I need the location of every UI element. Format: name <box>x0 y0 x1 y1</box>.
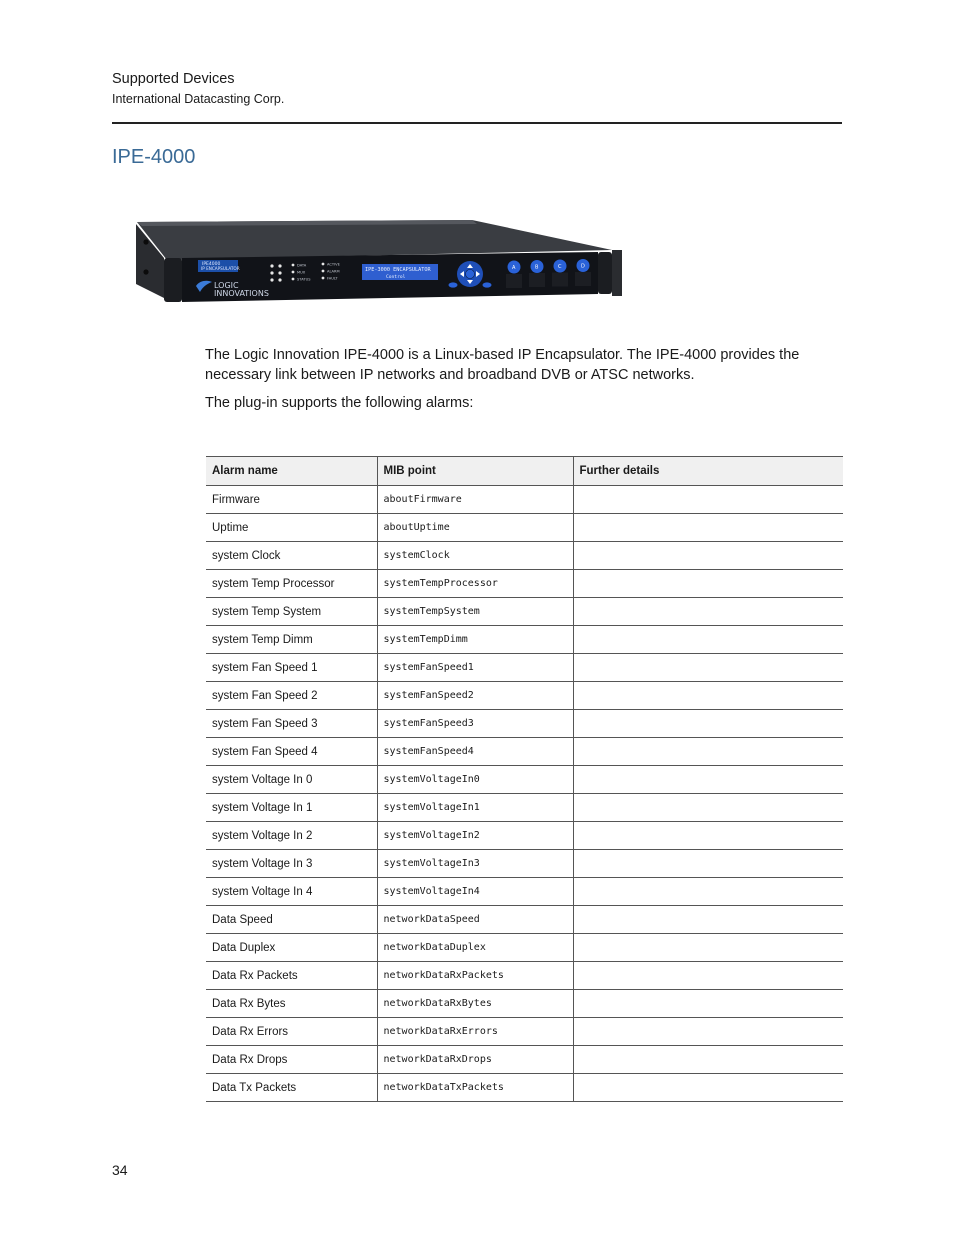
led-label-mux: MUX <box>297 270 306 275</box>
alarm-name-cell: system Voltage In 0 <box>206 766 377 794</box>
led-label-data: DATA <box>297 263 307 268</box>
mib-point-cell: systemVoltageIn3 <box>377 850 573 878</box>
table-row <box>206 822 843 850</box>
alarm-name-cell: system Voltage In 4 <box>206 878 377 906</box>
header-further-details: Further details <box>573 457 843 486</box>
mib-point-cell: systemVoltageIn4 <box>377 878 573 906</box>
brand-line1: LOGIC <box>214 281 239 290</box>
button-a-label: A <box>512 265 516 271</box>
further-details-cell <box>573 1018 843 1046</box>
table-row <box>206 710 843 738</box>
device-description: The Logic Innovation IPE-4000 is a Linux-based IP Encapsulator. The IPE-4000 provides the necessary link between IP networks and broadband DVB or ATSC networks. <box>205 347 800 383</box>
mib-point-cell: systemFanSpeed3 <box>377 710 573 738</box>
further-details-cell <box>573 850 843 878</box>
alarm-name-cell: Data Speed <box>206 906 377 934</box>
mib-point-cell: networkDataRxBytes <box>377 990 573 1018</box>
alarm-name-cell: Data Rx Errors <box>206 1018 377 1046</box>
table-row <box>206 1018 843 1046</box>
further-details-cell <box>573 654 843 682</box>
table-row <box>206 570 843 598</box>
table-row <box>206 542 843 570</box>
led-label-status: STATUS <box>297 277 311 282</box>
further-details-cell <box>573 1046 843 1074</box>
alarm-table <box>206 456 843 1102</box>
device-photo <box>112 180 642 315</box>
alarm-name-cell: Data Rx Packets <box>206 962 377 990</box>
led-label-alarm: ALARM <box>327 269 340 274</box>
alarm-name-cell: Firmware <box>206 486 377 514</box>
further-details-cell <box>573 710 843 738</box>
table-row <box>206 682 843 710</box>
table-row <box>206 878 843 906</box>
further-details-cell <box>573 570 843 598</box>
led-label-fault: FAULT <box>327 276 338 281</box>
alarm-name-cell: Data Rx Bytes <box>206 990 377 1018</box>
further-details-cell <box>573 1074 843 1102</box>
model-label-line2: IP ENCAPSULATOR <box>201 266 240 271</box>
mib-point-cell: networkDataRxPackets <box>377 962 573 990</box>
further-details-cell <box>573 962 843 990</box>
mib-point-cell: networkDataRxErrors <box>377 1018 573 1046</box>
alarm-name-cell: system Temp Dimm <box>206 626 377 654</box>
alarm-name-cell: system Fan Speed 2 <box>206 682 377 710</box>
handle-left <box>164 258 182 302</box>
running-header-subtitle: International Datacasting Corp. <box>112 92 285 106</box>
mib-point-cell: networkDataRxDrops <box>377 1046 573 1074</box>
table-row <box>206 626 843 654</box>
alarm-name-cell: system Voltage In 2 <box>206 822 377 850</box>
alarm-name-cell: Uptime <box>206 514 377 542</box>
table-row <box>206 906 843 934</box>
table-row <box>206 934 843 962</box>
mib-point-cell: systemClock <box>377 542 573 570</box>
lcd-line1: IPE-3000 ENCAPSULATOR <box>365 267 431 273</box>
table-header-row <box>206 457 843 486</box>
mib-point-cell: systemFanSpeed1 <box>377 654 573 682</box>
further-details-cell <box>573 486 843 514</box>
table-row <box>206 794 843 822</box>
table-row <box>206 962 843 990</box>
alarm-name-cell: Data Tx Packets <box>206 1074 377 1102</box>
rack-ear-right <box>612 250 622 296</box>
running-header-title: Supported Devices <box>112 71 235 87</box>
header-alarm-name: Alarm name <box>206 457 377 486</box>
further-details-cell <box>573 990 843 1018</box>
table-row <box>206 1046 843 1074</box>
table-row <box>206 1074 843 1102</box>
further-details-cell <box>573 542 843 570</box>
mib-point-cell: systemVoltageIn1 <box>377 794 573 822</box>
handle-right <box>598 252 612 294</box>
further-details-cell <box>573 878 843 906</box>
mib-point-cell: systemTempSystem <box>377 598 573 626</box>
alarm-name-cell: system Fan Speed 3 <box>206 710 377 738</box>
alarm-name-cell: Data Rx Drops <box>206 1046 377 1074</box>
alarm-name-cell: system Temp System <box>206 598 377 626</box>
table-row <box>206 850 843 878</box>
button-c-label: C <box>558 264 562 270</box>
led-label-active: ACTIVE <box>327 262 340 267</box>
mib-point-cell: systemVoltageIn2 <box>377 822 573 850</box>
table-row <box>206 654 843 682</box>
table-row <box>206 486 843 514</box>
further-details-cell <box>573 934 843 962</box>
further-details-cell <box>573 906 843 934</box>
page-number: 34 <box>112 1162 128 1178</box>
alarms-intro: The plug-in supports the following alarms: <box>205 395 474 411</box>
alarm-name-cell: system Fan Speed 4 <box>206 738 377 766</box>
further-details-cell <box>573 738 843 766</box>
mib-point-cell: networkDataDuplex <box>377 934 573 962</box>
alarm-name-cell: system Clock <box>206 542 377 570</box>
button-d-label: D <box>581 263 585 270</box>
further-details-cell <box>573 598 843 626</box>
mib-point-cell: systemFanSpeed2 <box>377 682 573 710</box>
mib-point-cell: systemTempProcessor <box>377 570 573 598</box>
mib-point-cell: networkDataSpeed <box>377 906 573 934</box>
button-b-label: B <box>535 264 539 271</box>
section-heading: IPE-4000 <box>112 146 196 168</box>
alarm-name-cell: system Fan Speed 1 <box>206 654 377 682</box>
mib-point-cell: systemTempDimm <box>377 626 573 654</box>
mib-point-cell: networkDataTxPackets <box>377 1074 573 1102</box>
further-details-cell <box>573 626 843 654</box>
alarm-name-cell: system Temp Processor <box>206 570 377 598</box>
lcd-line2: Control <box>386 275 406 280</box>
table-row <box>206 738 843 766</box>
model-label-line1: IPE4000 <box>202 262 221 267</box>
header-mib-point: MIB point <box>377 457 573 486</box>
mib-point-cell: aboutFirmware <box>377 486 573 514</box>
table-row <box>206 766 843 794</box>
brand-line2: INNOVATIONS <box>214 289 269 298</box>
alarm-name-cell: system Voltage In 1 <box>206 794 377 822</box>
mib-point-cell: aboutUptime <box>377 514 573 542</box>
alarm-name-cell: Data Duplex <box>206 934 377 962</box>
alarm-name-cell: system Voltage In 3 <box>206 850 377 878</box>
header-divider <box>112 122 842 124</box>
further-details-cell <box>573 794 843 822</box>
mib-point-cell: systemVoltageIn0 <box>377 766 573 794</box>
table-row <box>206 514 843 542</box>
table-row <box>206 598 843 626</box>
further-details-cell <box>573 682 843 710</box>
further-details-cell <box>573 514 843 542</box>
mib-point-cell: systemFanSpeed4 <box>377 738 573 766</box>
table-row <box>206 990 843 1018</box>
further-details-cell <box>573 822 843 850</box>
further-details-cell <box>573 766 843 794</box>
